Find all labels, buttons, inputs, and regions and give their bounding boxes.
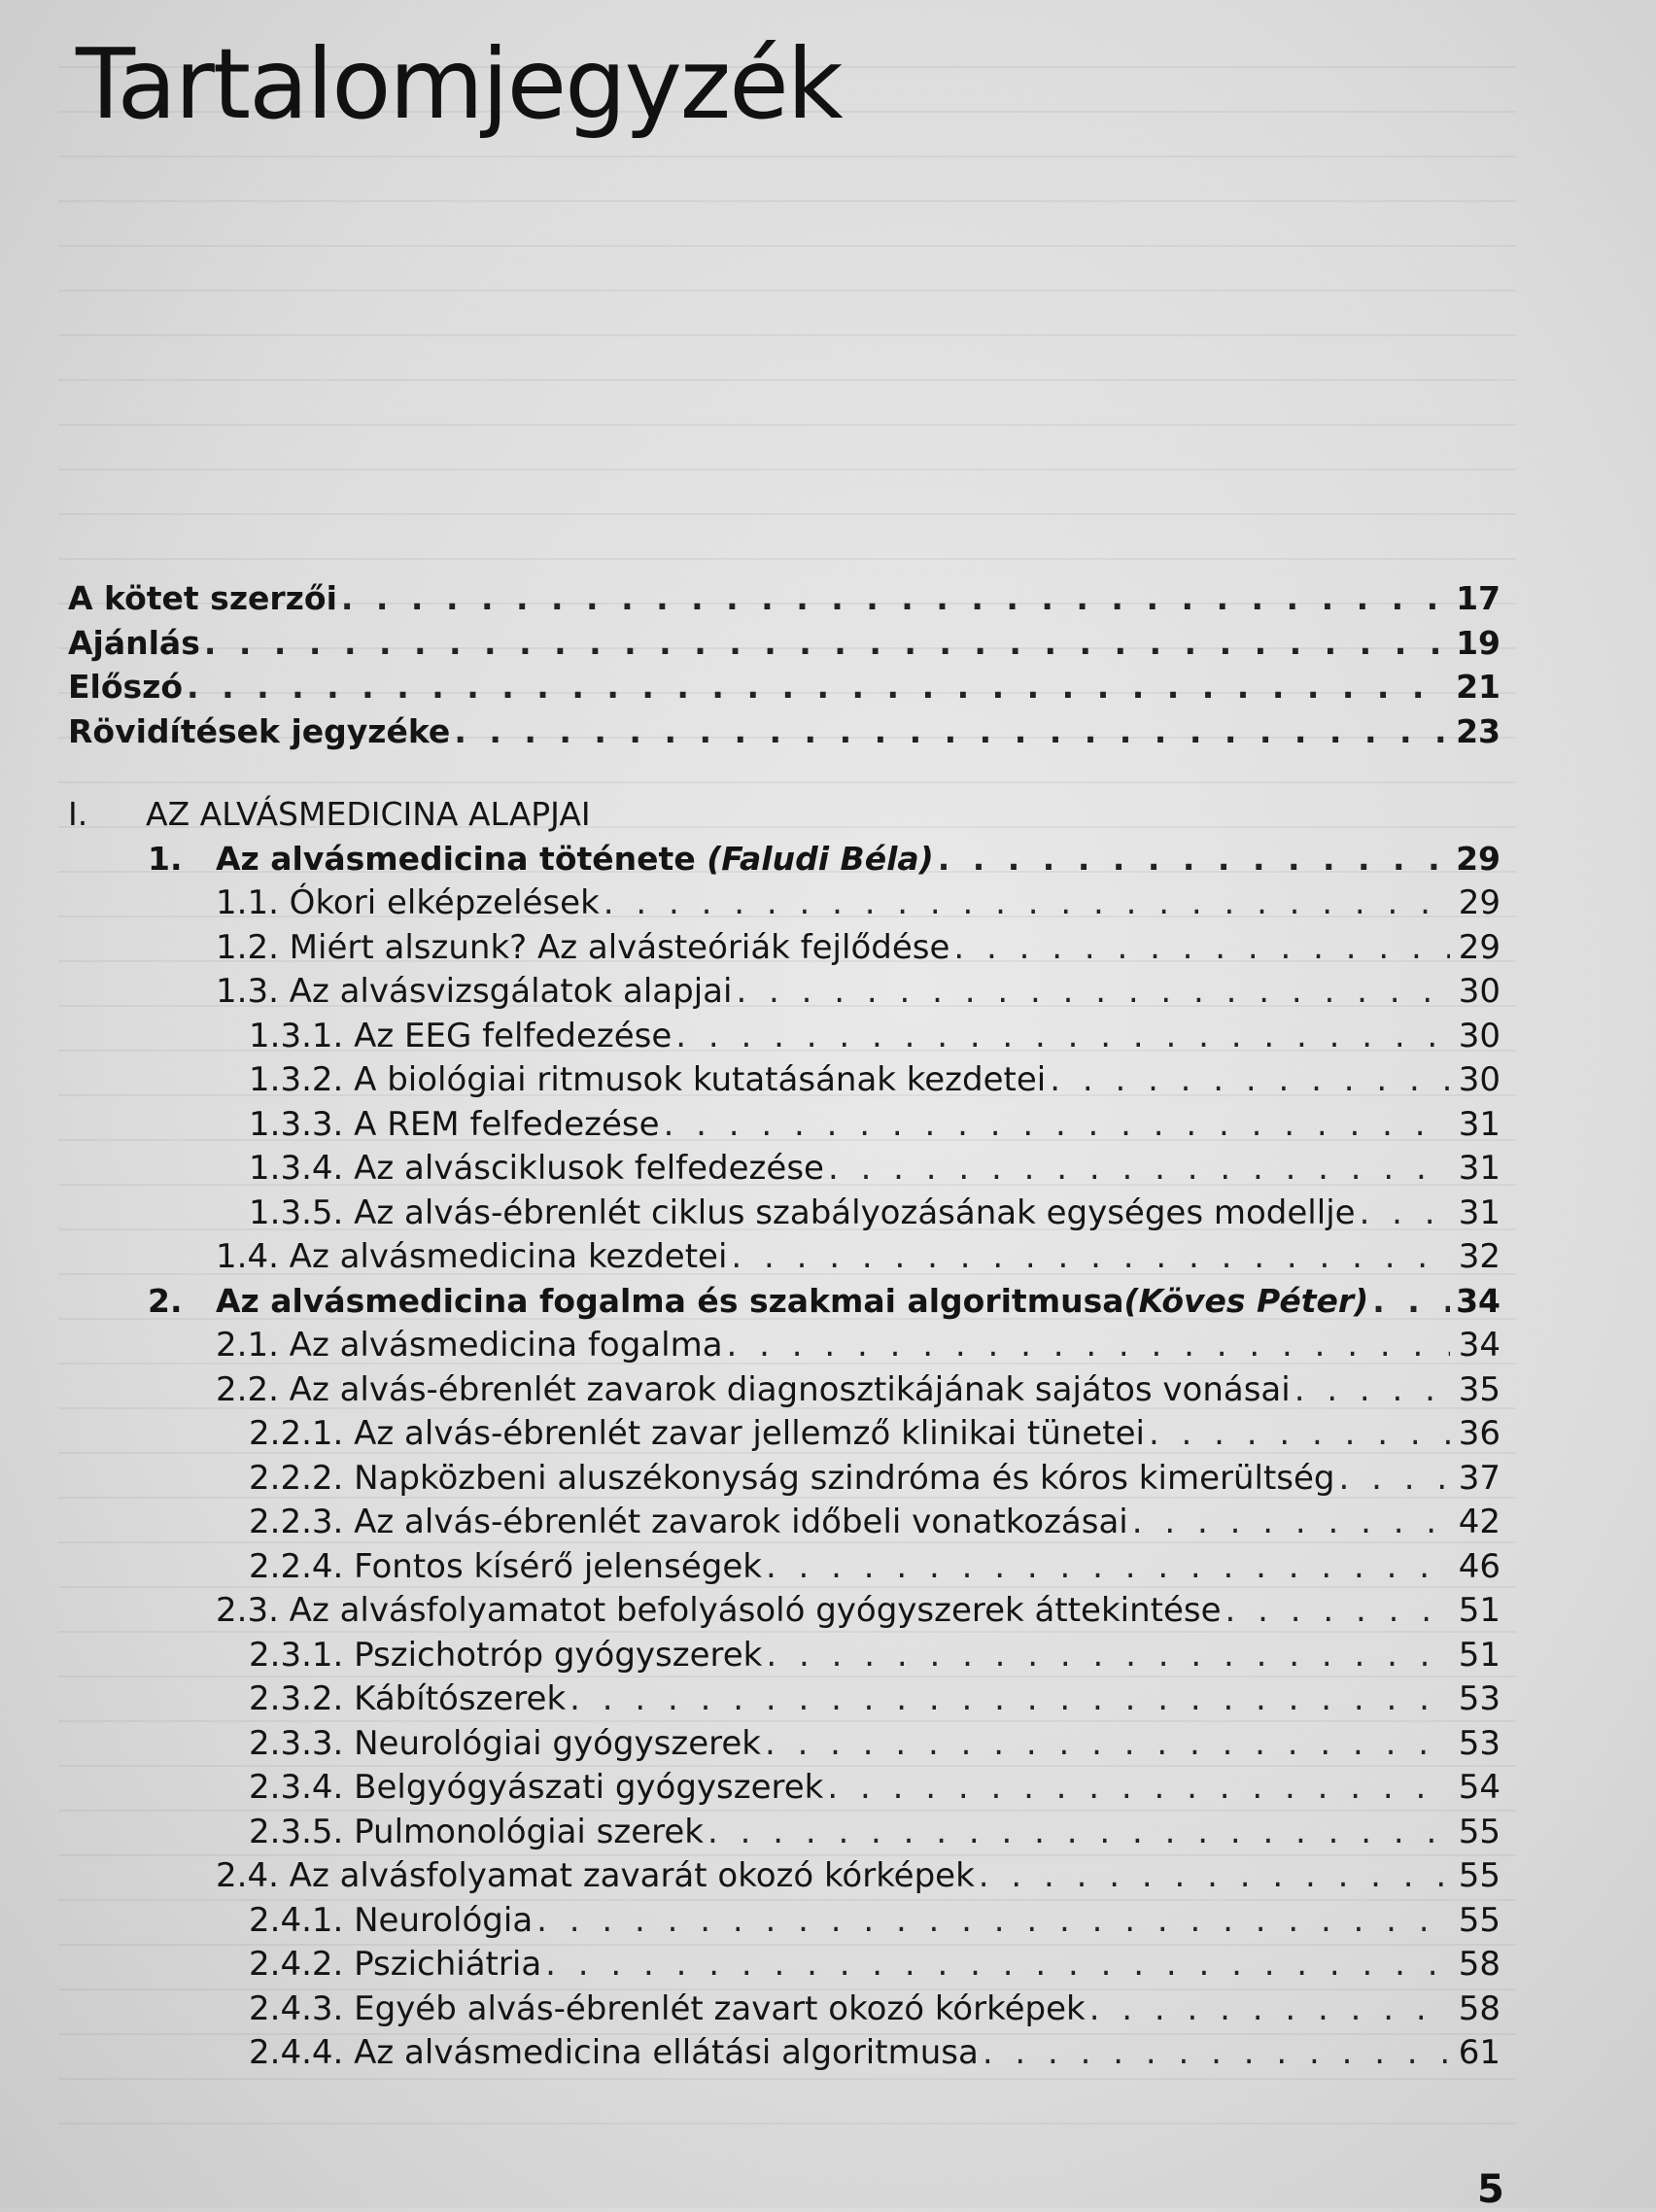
toc-entry-label: A kötet szerzői — [68, 579, 337, 617]
toc-entry-page: 23 — [1456, 711, 1501, 750]
toc-entry-page: 21 — [1456, 668, 1501, 706]
dot-leader — [1050, 1060, 1450, 1099]
dot-leader — [736, 972, 1450, 1011]
toc-entry[interactable] — [68, 2033, 1501, 2078]
dot-leader — [675, 1017, 1450, 1055]
part-title: AZ ALVÁSMEDICINA ALAPJAI — [146, 795, 591, 833]
toc-entry[interactable] — [68, 1679, 1501, 1724]
toc-entry-label: 2.4.1. Neurológia — [249, 1900, 534, 1940]
dot-leader — [1360, 1193, 1450, 1232]
toc-entry[interactable] — [68, 1503, 1501, 1547]
toc-entry-label: 2.1. Az alvásmedicina fogalma — [216, 1326, 723, 1365]
toc-entry-page: 55 — [1458, 1856, 1501, 1895]
toc-entry[interactable] — [68, 624, 1501, 669]
toc-entry-page: 36 — [1458, 1414, 1501, 1453]
toc-entry-page: 61 — [1458, 2033, 1501, 2072]
dot-leader — [727, 1326, 1450, 1365]
toc-entry-page: 58 — [1458, 1988, 1501, 2028]
toc-entry-page: 53 — [1458, 1723, 1501, 1763]
dot-leader — [187, 668, 1450, 706]
toc-entry-label: 1.4. Az alvásmedicina kezdetei — [216, 1237, 728, 1276]
toc-entry-label: 1.3.2. A biológiai ritmusok kutatásának kezdetei — [249, 1060, 1047, 1099]
toc-entry-label: 2.4. Az alvásfolyamat zavarát okozó kórképek — [216, 1856, 975, 1895]
dot-leader — [1149, 1414, 1450, 1453]
toc-entry-label: 2.2.4. Fontos kísérő jelenségek — [249, 1546, 762, 1586]
toc-entry-label: 2.2. Az alvás-ébrenlét zavarok diagnosztikájának sajátos vonásai — [216, 1369, 1291, 1409]
dot-leader — [664, 1105, 1450, 1144]
toc-entry-label: 2.3.2. Kábítószerek — [249, 1679, 567, 1718]
toc-entry[interactable] — [68, 1193, 1501, 1238]
part-heading — [68, 795, 1501, 840]
toc-entry-label: 1.3.4. Az alvásciklusok felfedezése — [249, 1149, 824, 1188]
toc-entry-label: 1.3.5. Az alvás-ébrenlét ciklus szabályozásának egységes modellje — [249, 1192, 1356, 1232]
dot-leader — [707, 1813, 1450, 1851]
toc-entry[interactable] — [68, 1149, 1501, 1193]
toc-entry-label: 1.3.3. A REM felfedezése — [249, 1104, 660, 1144]
page-title: Tartalomjegyzék — [76, 27, 842, 141]
toc-entry-label: Előszó — [68, 668, 184, 706]
toc-entry-label: 2.2.1. Az alvás-ébrenlét zavar jellemző klinikai tünetei — [249, 1414, 1145, 1453]
toc-entry-label: 2.2.2. Napközbeni aluszékonyság szindróma és kóros kimerültség — [249, 1458, 1335, 1498]
toc-entry-page: 58 — [1458, 1945, 1501, 1984]
toc-entry-label: 2.4.3. Egyéb alvás-ébrenlét zavart okozó kórképek — [249, 1988, 1086, 2028]
toc-entry[interactable] — [68, 579, 1501, 624]
dot-leader — [1372, 1282, 1450, 1320]
toc-entry[interactable] — [68, 1237, 1501, 1282]
toc-entry[interactable] — [68, 1326, 1501, 1370]
toc-entry-page: 30 — [1458, 1060, 1501, 1099]
toc-entry-page: 54 — [1458, 1768, 1501, 1807]
toc-entry[interactable] — [68, 883, 1501, 928]
part-number: I. — [68, 795, 88, 833]
toc-entry-page: 31 — [1458, 1104, 1501, 1144]
toc-entry-page: 30 — [1458, 972, 1501, 1011]
toc-entry-page: 46 — [1458, 1546, 1501, 1586]
toc-entry-page: 51 — [1458, 1635, 1501, 1675]
toc-entry-page: 34 — [1456, 1281, 1501, 1320]
dot-leader — [454, 712, 1450, 750]
dot-leader — [983, 2033, 1450, 2072]
toc-entry-label: 2.3. Az alvásfolyamatot befolyásoló gyógyszerek áttekintése — [216, 1591, 1222, 1630]
toc-entry[interactable] — [68, 1105, 1501, 1150]
toc-entry[interactable] — [68, 1459, 1501, 1503]
toc-entry-page: 42 — [1458, 1503, 1501, 1541]
chapter-author: (Köves Péter) — [1123, 1281, 1369, 1320]
toc-entry-page: 29 — [1458, 883, 1501, 922]
page-number: 5 — [1477, 2167, 1504, 2212]
toc-entry[interactable] — [68, 1813, 1501, 1857]
toc-entry-page: 55 — [1458, 1900, 1501, 1940]
toc-entry-page: 53 — [1458, 1679, 1501, 1718]
dot-leader — [765, 1724, 1450, 1763]
toc-entry-label: 2.3.3. Neurológiai gyógyszerek — [249, 1723, 761, 1763]
chapter-title: Az alvásmedicina fogalma és szakmai algoritmusa — [216, 1281, 1124, 1320]
dot-leader — [766, 1636, 1450, 1675]
table-of-contents — [68, 579, 1501, 2078]
toc-entry-page: 34 — [1458, 1326, 1501, 1365]
chapter-number: 1. — [148, 839, 183, 878]
chapter-title: Az alvásmedicina töténete — [216, 839, 696, 878]
dot-leader — [766, 1547, 1450, 1586]
toc-entry[interactable] — [68, 1856, 1501, 1901]
toc-entry[interactable] — [68, 1591, 1501, 1636]
toc-entry[interactable] — [68, 1370, 1501, 1415]
toc-entry-page: 51 — [1458, 1591, 1501, 1630]
toc-entry-label: 2.3.1. Pszichotróp gyógyszerek — [249, 1635, 763, 1675]
toc-entry[interactable] — [68, 972, 1501, 1017]
toc-entry[interactable] — [68, 1768, 1501, 1813]
dot-leader — [828, 1149, 1450, 1188]
dot-leader — [1294, 1370, 1450, 1409]
dot-leader — [341, 579, 1450, 617]
toc-entry-page: 55 — [1458, 1812, 1501, 1851]
toc-entry-label: 2.4.2. Pszichiátria — [249, 1945, 542, 1984]
toc-entry-label: 2.3.4. Belgyógyászati gyógyszerek — [249, 1768, 824, 1807]
toc-entry-page: 19 — [1456, 623, 1501, 662]
dot-leader — [204, 624, 1450, 662]
toc-entry[interactable] — [68, 1414, 1501, 1459]
toc-entry-page: 31 — [1458, 1192, 1501, 1232]
toc-entry-page: 29 — [1456, 839, 1501, 878]
toc-entry[interactable] — [68, 1724, 1501, 1769]
toc-entry-label: Rövidítések jegyzéke — [68, 711, 451, 750]
dot-leader — [731, 1237, 1450, 1276]
dot-leader — [604, 883, 1450, 922]
dot-leader — [569, 1679, 1450, 1718]
dot-leader — [953, 928, 1450, 967]
toc-entry-label: 1.3.1. Az EEG felfedezése — [249, 1016, 673, 1055]
dot-leader — [1339, 1459, 1450, 1498]
dot-leader — [938, 840, 1450, 878]
toc-entry[interactable] — [68, 668, 1501, 712]
toc-entry[interactable] — [68, 1989, 1501, 2034]
toc-entry[interactable] — [68, 1060, 1501, 1105]
toc-entry[interactable] — [68, 1901, 1501, 1946]
chapter-entry[interactable] — [68, 840, 1501, 884]
dot-leader — [979, 1856, 1450, 1895]
toc-entry-page: 31 — [1458, 1149, 1501, 1188]
toc-entry-label: 2.3.5. Pulmonológiai szerek — [249, 1812, 704, 1851]
toc-entry[interactable] — [68, 1636, 1501, 1680]
toc-entry[interactable] — [68, 712, 1501, 757]
toc-entry[interactable] — [68, 1547, 1501, 1592]
dot-leader — [536, 1901, 1450, 1940]
toc-entry[interactable] — [68, 1945, 1501, 1989]
dot-leader — [545, 1945, 1450, 1984]
dot-leader — [1225, 1591, 1450, 1630]
dot-leader — [1132, 1503, 1450, 1541]
chapter-number: 2. — [148, 1281, 183, 1320]
toc-entry-label: 2.4.4. Az alvásmedicina ellátási algoritmusa — [249, 2033, 979, 2072]
toc-entry[interactable] — [68, 1017, 1501, 1061]
toc-entry-label: 2.2.3. Az alvás-ébrenlét zavarok időbeli vonatkozásai — [249, 1503, 1128, 1541]
dot-leader — [827, 1768, 1450, 1807]
toc-entry-label: 1.2. Miért alszunk? Az alvásteóriák fejlődése — [216, 927, 950, 967]
toc-entry-page: 32 — [1458, 1237, 1501, 1276]
toc-entry-page: 30 — [1458, 1016, 1501, 1055]
toc-entry-label: 1.1. Ókori elképzelések — [216, 883, 600, 922]
chapter-author: (Faludi Béla) — [707, 839, 934, 878]
toc-entry-page: 29 — [1458, 927, 1501, 967]
chapter-entry[interactable] — [68, 1282, 1501, 1327]
toc-entry[interactable] — [68, 928, 1501, 973]
toc-entry-page: 17 — [1456, 579, 1501, 617]
toc-entry-label: 1.3. Az alvásvizsgálatok alapjai — [216, 972, 733, 1011]
toc-entry-page: 35 — [1458, 1369, 1501, 1409]
toc-entry-label: Ajánlás — [68, 623, 200, 662]
toc-entry-page: 37 — [1458, 1458, 1501, 1498]
dot-leader — [1089, 1989, 1450, 2028]
